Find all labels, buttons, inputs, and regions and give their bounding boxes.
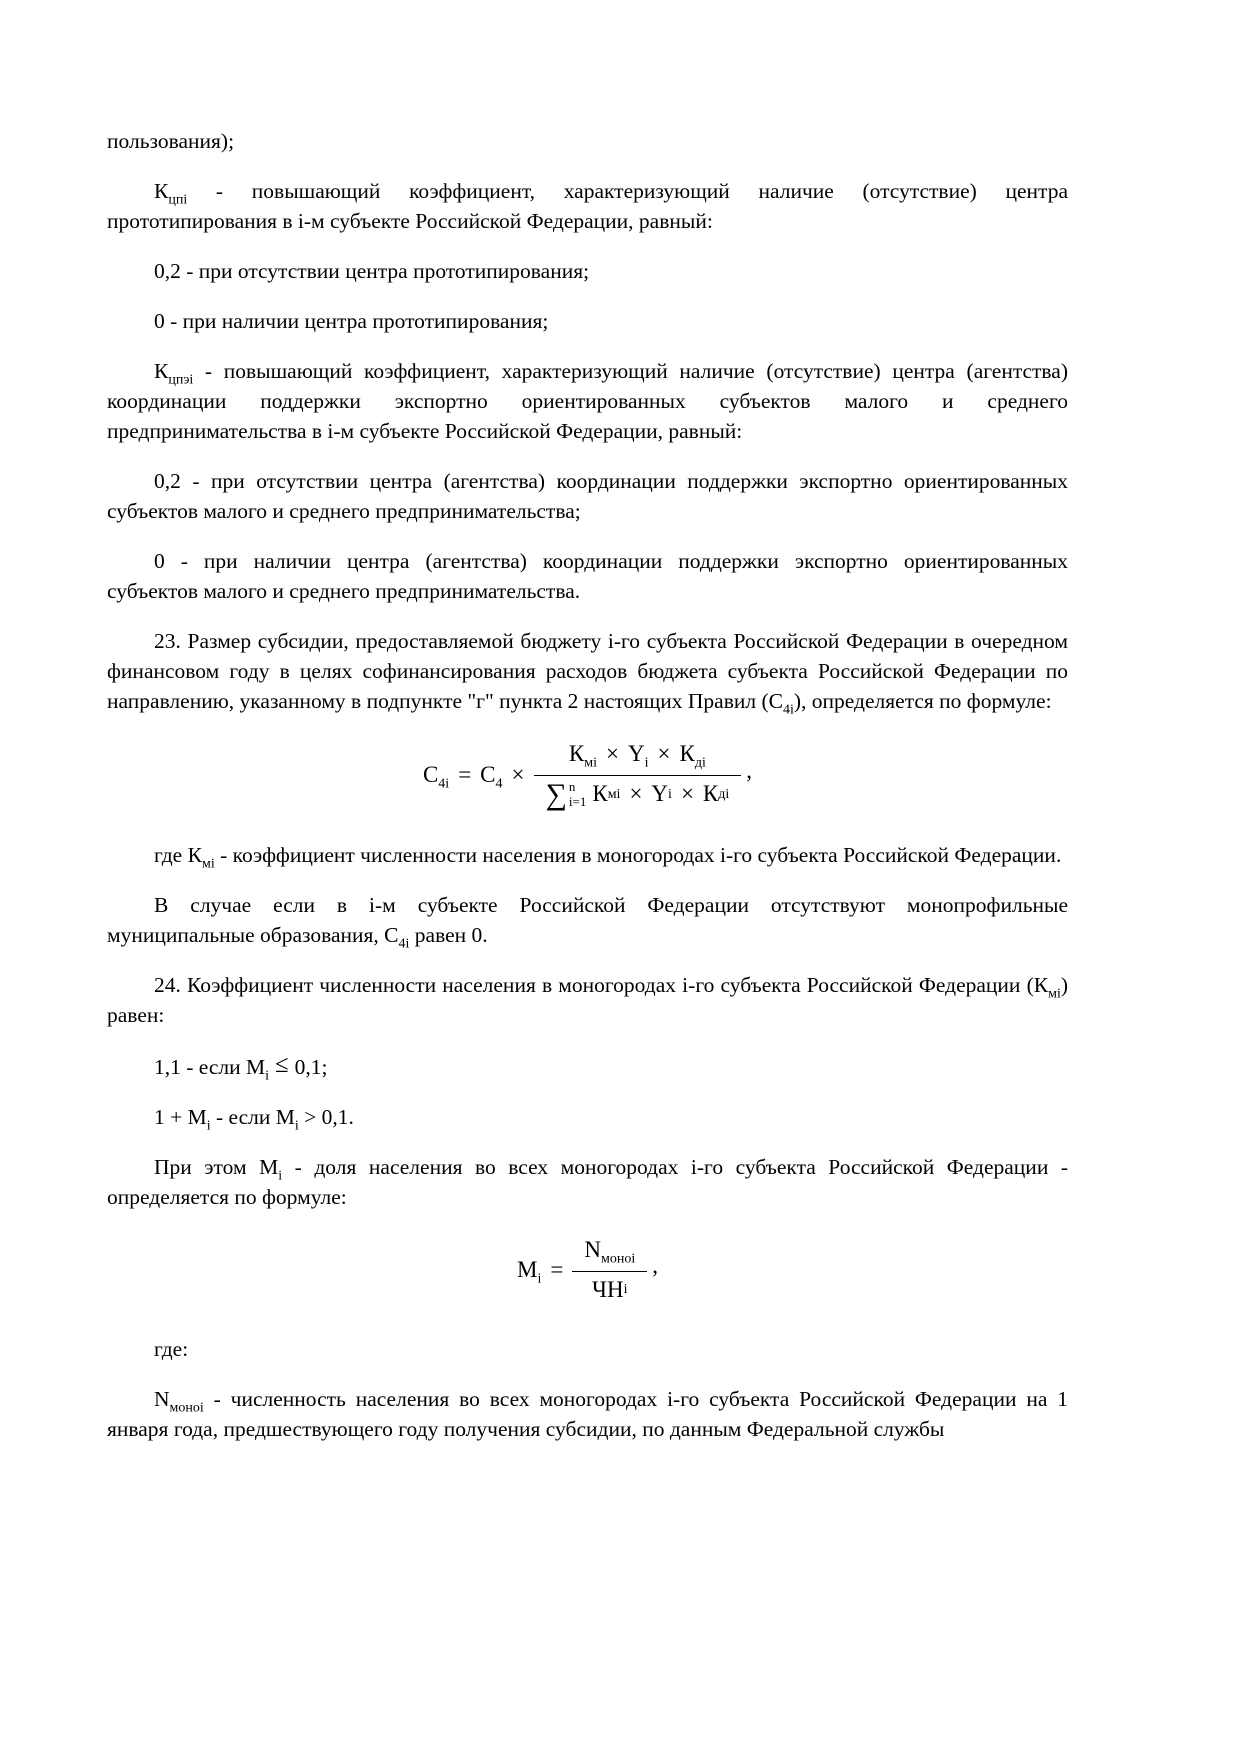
text-run: C [422,761,439,787]
text-run: 23. Размер субсидии, предоставляемой бюджету i-го субъекта Российской Федерации в очередном финансовом году в целях софинансирования расходов бюджета субъекта Российской Федерации по направлению, указанному в подпункте "г" пункта 2 настоящих Правил (С [107,629,1068,713]
text-run: 0 - при наличии центра (агентства) координации поддержки экспортно ориентированных субъектов малого и среднего предпринимательства. [107,549,1068,603]
text-run: 0,2 - при отсутствии центра прототипирования; [154,259,590,283]
text-run: ) равен: [107,972,1068,1027]
multiply-sign: × [680,781,694,807]
text-run: - доля населения во всех моногородах i-го субъекта Российской Федерации - определяется по формуле: [107,1154,1069,1209]
subscript-run: цпэi [168,372,194,388]
text-run: - численность населения во всех моногородах i-го субъекта Российской Федерации на 1 января года, предшествующего году получения субсидии, по данным Федеральной службы [107,1387,1068,1442]
less-equal-sign: ≤ [275,1050,289,1078]
text-run: К [592,781,608,807]
text-run: К [679,741,695,766]
fraction-numerator [534,740,742,776]
text-run: - повышающий коэффициент, характеризующий наличие (отсутствие) центра (агентства) координации поддержки экспортно ориентированных субъектов малого и среднего предпринимательства в i-м субъекте Российской Федерации, равный: [107,359,1068,443]
subscript-run: дi [694,755,706,771]
paragraph-value-02-prototyping [107,256,1068,286]
text-run: > 0,1. [298,1104,354,1129]
text-run: В случае если в i-м субъекте Российской Федерации отсутствуют монопрофильные муниципальные образования, С [107,892,1068,947]
text-run: где: [154,1337,189,1362]
text-run: 0,1; [294,1054,328,1079]
text-run: равен 0. [409,922,488,947]
formula-c4i [107,740,1068,810]
fraction [534,740,742,810]
text-run: Y [628,741,645,766]
text-run: - коэффициент численности населения в моногородах i-го субъекта Российской Федерации. [214,842,1062,867]
formula-mi [107,1236,1068,1305]
summation-limits [569,780,586,810]
paragraph-kcpi-definition [107,176,1068,236]
subscript-run: 4i [398,936,410,952]
paragraph-item-24 [107,970,1068,1030]
text-run: M [517,1256,538,1282]
multiply-sign: × [629,781,643,807]
multiply-sign: × [606,741,619,766]
multiply-sign: × [657,741,671,766]
paragraph-condition-gt [107,1102,1068,1132]
formula-c4-term [480,761,502,790]
fraction [572,1236,647,1305]
subscript-run: i [537,1271,542,1287]
subscript-run: i [644,755,649,771]
fraction-numerator [572,1236,647,1272]
subscript-run: 4i [438,776,450,792]
text-run: 1 + М [154,1104,207,1129]
subscript-run: мi [201,856,215,872]
paragraph-value-0-prototyping [107,306,1068,336]
text-run: 1,1 - если М [154,1054,266,1079]
fraction-denominator: ЧН i [572,1272,647,1305]
paragraph-item-23 [107,626,1068,716]
fraction-denominator: ∑ n i=1 К мi × Y i × К дi [545,777,730,811]
text-run: Y [651,781,669,807]
paragraph-monotown-absent-case [107,890,1068,950]
coefficient-symbol: К [154,179,169,203]
paragraph-value-02-export-center [107,466,1068,526]
text-run: ), определяется по формуле: [793,689,1052,713]
text-run: i=1 [568,793,587,809]
paragraph-value-0-export-center [107,546,1068,606]
subscript-run: 4 [495,776,503,792]
paragraph-continuation [107,126,1068,156]
equals-sign: = [550,1256,564,1282]
text-run: 0 - при наличии центра прототипирования; [154,309,549,333]
formula-lhs [423,761,449,790]
text-run: N [584,1236,601,1262]
multiply-sign: × [511,761,525,787]
text-run: При этом М [154,1154,279,1179]
text-run: - если М [210,1104,295,1129]
subscript-run: мi [584,755,598,771]
text-run: C [480,761,496,787]
text-run: n [568,778,576,794]
text-run: N [154,1387,170,1412]
formula-lhs [517,1256,541,1285]
paragraph-where [107,1334,1068,1364]
text-run: где К [154,842,202,867]
text-run: 24. Коэффициент численности населения в моногородах i-го субъекта Российской Федерации (К [154,972,1049,997]
subscript-run: моноi [169,1400,204,1416]
sigma-icon: ∑ [545,777,567,811]
subscript-run: мi [1048,986,1061,1002]
paragraph-kcpei-definition [107,356,1068,446]
subscript-run: i [294,1118,299,1134]
text-run: пользования); [107,129,235,153]
subscript-run: 4i [782,702,794,718]
equals-sign: = [458,761,472,787]
subscript-run: i [206,1118,211,1134]
summation-sign [545,777,587,811]
paragraph-kmi-explanation [107,840,1068,870]
subscript-run: i [265,1068,270,1084]
coefficient-symbol: К [154,359,169,383]
subscript-run: моноi [600,1251,636,1267]
paragraph-mi-definition [107,1152,1068,1212]
text-run: К [702,781,719,807]
text-run: К [568,741,585,766]
text-run: ЧН [592,1276,624,1302]
subscript-run: i [278,1168,283,1184]
text-run: 0,2 - при отсутствии центра (агентства) координации поддержки экспортно ориентированных субъектов малого и среднего предпринимательства; [107,469,1068,523]
subscript-run: цпi [168,192,188,208]
paragraph-nmonoi-definition [107,1384,1068,1444]
paragraph-condition-leq [107,1050,1068,1082]
formula-comma: , [746,758,753,783]
text-run: - повышающий коэффициент, характеризующий наличие (отсутствие) центра прототипирования в i-м субъекте Российской Федерации, равный: [107,179,1068,233]
formula-comma: , [652,1252,658,1278]
